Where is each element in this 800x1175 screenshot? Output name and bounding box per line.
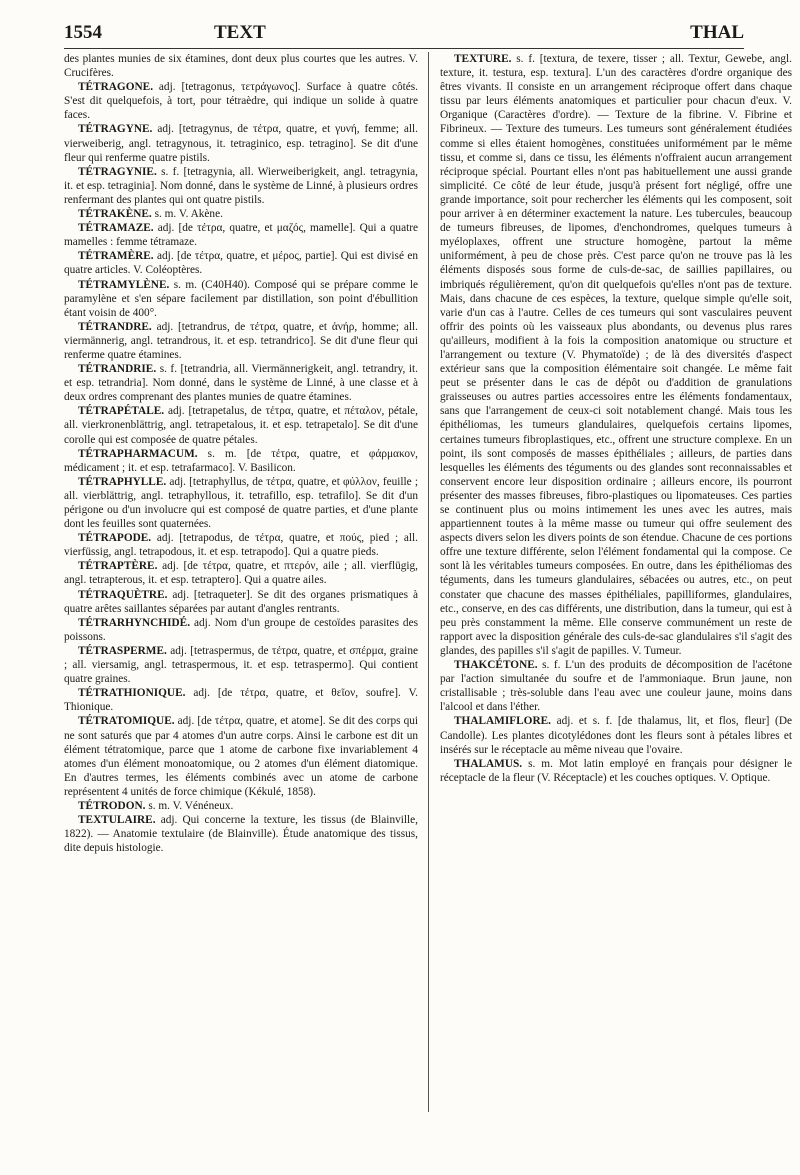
entry-headword: THALAMUS.	[454, 757, 523, 770]
entry	[64, 531, 418, 559]
left-column	[64, 52, 418, 1152]
left-running-title: TEXT	[214, 22, 266, 43]
entry-headword: TÉTRANDRE.	[78, 320, 152, 333]
entry-headword: THAKCÉTONE.	[454, 659, 538, 672]
entry-headword: TÉTRAPODE.	[78, 532, 152, 545]
entry-headword: THALAMIFLORE.	[454, 715, 551, 728]
entry-text: adj. [de τέτρα, quatre, et μαζός, mamelle]. Qui a quatre mamelles : femme tétramaze.	[64, 222, 418, 249]
entry-headword: TÉTRASPERME.	[78, 644, 167, 657]
entry-headword: TEXTURE.	[454, 53, 512, 65]
entry-headword: TÉTRAPTÈRE.	[78, 560, 158, 573]
entry	[64, 122, 418, 164]
entry-headword: TÉTRODON.	[78, 799, 146, 812]
entry	[64, 588, 418, 616]
entry	[440, 714, 792, 756]
entry-text: s. m. (C40H40). Composé qui se prépare comme le paramylène et s'en sépare facilement par distillation, son point d'ébullition étant voisin de 400°.	[64, 278, 418, 319]
entry-headword: TÉTRANDRIE.	[78, 363, 157, 376]
entry-text: adj. [tetraphyllus, de τέτρα, quatre, et φύλλον, feuille ; all. vierblättrig, angl. tetraphyllous, it. tetrafillo, esp. tetrafilo]. Se dit d'un périgone ou d'un involucre qui est composé de quatre parties, et d'une plante dont les feuilles sont quaternées.	[64, 475, 418, 531]
entry-text: adj. [tetragonus, τετράγωνος]. Surface à quatre côtés. S'est dit quelquefois, à tort, pour tétraèdre, qui indique un solide à quatre faces.	[64, 81, 418, 122]
entry-text: adj. [de τέτρα, quatre, et μέρος, partie]. Qui est divisé en quatre articles. V. Coléoptères.	[64, 250, 418, 277]
entry	[64, 644, 418, 686]
entry-headword: TÉTRAPHARMACUM.	[78, 447, 198, 460]
entry	[64, 249, 418, 277]
entry-text: adj. [tetraqueter]. Se dit des organes prismatiques à quatre arêtes saillantes séparées par autant d'angles rentrants.	[64, 588, 418, 615]
entry-text: s. f. [textura, de texere, tisser ; all. Textur, Gewebe, angl. texture, it. testura, esp. textura]. L'un des caractères d'ordre organique des êtres vivants. Il consiste en un arrangement réciproque offert dans chaque tissu par leurs éléments anatomiques et particulier pour chacun d'eux. V. Organique (Caractères d'ordre). — Texture de la fibrine. V. Fibrine et Fibrineux. — Texture des tumeurs. Les tumeurs sont généralement étudiées comme si elles étaient homogènes, constituées uniformément par le même tissu, et comme si, dans ce tissu, les éléments n'offraient aucun arrangement réciproque spécial. Pourtant elles n'ont pas habituellement une aussi grande simplicité. Ce côté de leur étude, jusqu'à présent fort négligé, offre une grande importance, soit pour rechercher les éléments qui les composent, soit pour arriver à en déterminer exactement la nature. Les tubercules, beaucoup de tumeurs fibreuses, de lipomes, d'enchondromes, quelques tumeurs à myéloplaxes, offrent une structure homogène, partout la même uniformément, à peu de chose près. C'est parce qu'on ne trouve pas là les éléments disposés sous forme de culs-de-sac, de saillies papillaires, ou imbriqués régulièrement, qu'on dit quelquefois qu'elles n'ont pas de texture. Mais, dans chacune de ces espèces, la texture, quelque simple qu'elle soit, varie d'un cas à l'autre. Celles de ces tumeurs qui sont vasculaires peuvent offrir des points où les vaisseaux plus abondants, ou devenus plus rares qu'ailleurs, modifient à la fois la composition anatomique ou structure et l'arrangement ou texture (V. Phymatoïde) ; de là des diversités d'aspect extérieur sans que la composition élémentaire soit changée. Le même fait peut se présenter dans le cas de dépôt ou d'addition de granulations graisseuses ou autres parties accessoires entre les éléments fondamentaux, sans que l'arrangement de ceux-ci soit notablement changé. Mais tous les épithéliomas, les tumeurs glandulaires, quelquefois certains lipomes, certaines tumeurs fibroplastiques, etc., offrent une structure complexe. En un point, ils sont composés de masses épithéliales ; ailleurs, de parties dans lesquelles les éléments des téguments ou des glandes sont reconnaissables et conservent encore leur disposition ordinaire ; ailleurs encore, ils pourront présenter des masses fibreuses, fibro-plastiques ou lipomateuses. Ces parties se continuent plus ou moins intimement les unes avec les autres, mais appartiennent toutes à la même masse ou tumeur qui offre seulement des aspects divers selon les divers points de son étendue. Chacune de ces portions offre une texture différente, selon l'élément fondamental qui la compose. Ce sont là les véritables tumeurs composées. En outre, dans les épithéliomas des téguments, dans les tumeurs glandulaires, sébacées ou autres, etc., on peut constater que chacune des masses épithéliales, papilliformes, glandulaires, etc., conserve, en des cas différents, une distribution, dans la tumeur, qui est à peu près constamment la même. Elle conserve communément un reste de rapport avec la disposition générale des culs-de-sac glandulaires s'il s'agit des glandes, des papilles s'il s'agit de papilles. V. Tumeur.	[440, 53, 792, 657]
entry-headword: TÉTRAMÈRE.	[78, 250, 154, 263]
entry	[64, 52, 418, 80]
entry-headword: TÉTRAKÈNE.	[78, 208, 152, 221]
entry	[64, 221, 418, 249]
entry-headword: TÉTRAPÉTALE.	[78, 405, 165, 418]
entry	[64, 207, 418, 221]
entry-text: adj. [tetrapetalus, de τέτρα, quatre, et πέταλον, pétale, all. vierkronenblättrig, angl. tetrapetalous, it. et esp. tetrapetalo]. Se dit d'une corolle qui est composée de quatre pétales.	[64, 405, 418, 446]
entry-text: s. f. [tetragynia, all. Wierweiberigkeit, angl. tetragynia, it. et esp. tetraginia]. Nom donné, dans le système de Linné, à plusieurs ordres renfermant des plantes qui ont quatre pistils.	[64, 165, 418, 206]
column-divider	[428, 52, 429, 1112]
entry	[64, 404, 418, 446]
entry-text: s. m. [de τέτρα, quatre, et φάρμακον, médicament ; it. et esp. tetrafarmaco]. V. Basilicon.	[64, 447, 418, 474]
entry-text: s. m. V. Akène.	[154, 208, 223, 221]
entry-text: s. m. Mot latin employé en français pour désigner le réceptacle de la fleur (V. Réceptacle) et les couches optiques. V. Optique.	[440, 757, 792, 784]
entry	[64, 714, 418, 799]
entry-text: des plantes munies de six étamines, dont deux plus courtes que les autres. V. Crucifères.	[64, 53, 418, 80]
entry-headword: TÉTRAMYLÈNE.	[78, 278, 170, 291]
entry	[64, 362, 418, 404]
entry	[64, 686, 418, 714]
entry-headword: TÉTRAGYNE.	[78, 123, 153, 136]
entry	[64, 447, 418, 475]
entry-text: adj. [tetraspermus, de τέτρα, quatre, et σπέρμα, graine ; all. viersamig, angl. tetraspermous, it. et esp. tetraspermo]. Qui contient quatre graines.	[64, 644, 418, 686]
entry	[64, 799, 418, 813]
entry	[440, 658, 792, 714]
entry-text: adj. [de τέτρα, quatre, et πτερόν, aile ; all. vierflügig, angl. tetrapterous, it. et esp. tetraptero]. Qui a quatre ailes.	[64, 560, 418, 587]
entry-headword: TÉTRAPHYLLE.	[78, 475, 167, 488]
entry	[440, 757, 792, 785]
entry	[64, 813, 418, 855]
entry	[440, 52, 792, 658]
entry-text: adj. Nom d'un groupe de cestoïdes parasites des poissons.	[64, 616, 418, 643]
entry-text: adj. [de τέτρα, quatre, et θεῖον, soufre]. V. Thionique.	[64, 687, 418, 714]
entry	[64, 475, 418, 531]
header-rule	[64, 48, 744, 49]
entry	[64, 278, 418, 320]
entry	[64, 80, 418, 122]
entry-headword: TÉTRATHIONIQUE.	[78, 687, 186, 700]
entry	[64, 320, 418, 362]
entry-text: adj. [tetrandrus, de τέτρα, quatre, et ἀνήρ, homme; all. viermännerig, angl. tetrandrous, it. et esp. tetrandrico]. Se dit d'une fleur qui renferme quatre étamines.	[64, 320, 418, 361]
right-running-title: THAL	[690, 22, 744, 43]
entry-headword: TÉTRAGONE.	[78, 81, 154, 94]
entry-headword: TÉTRAGYNIE.	[78, 165, 157, 178]
entry-text: s. m. V. Vénéneux.	[148, 799, 234, 812]
entry-text: s. f. [tetrandria, all. Viermännerigkeit, angl. tetrandry, it. et esp. tetrandria]. Nom donné, dans le système de Linné, à une classe et à deux ordres comprenant des plantes munies de quatre étamines.	[64, 363, 418, 404]
entry-text: adj. et s. f. [de thalamus, lit, et flos, fleur] (De Candolle). Les plantes dicotylédones dont les fleurs sont à pétales libres et insérés sur le réceptacle au même niveau que l'ovaire.	[440, 715, 792, 756]
entry-headword: TÉTRAQUÈTRE.	[78, 588, 168, 601]
entry-headword: TÉTRAMAZE.	[78, 222, 154, 235]
page-number: 1554	[64, 22, 102, 43]
entry-text: adj. [de τέτρα, quatre, et atome]. Se dit des corps qui ne sont saturés que par 4 atomes d'un autre corps. Ainsi le carbone est dit un élément tétratomique, parce que 1 atome de carbone fixe invariablement 4 atomes d'un élément monoatomique, ou 2 atomes d'un élément diatomique. En d'autres termes, les éléments combinés avec un atome de carbone représentent 4 unités de force chimique (Kékulé, 1858).	[64, 715, 418, 798]
entry-headword: TÉTRARHYNCHIDÉ.	[78, 616, 191, 629]
entry-text: adj. [tetragynus, de τέτρα, quatre, et γυνή, femme; all. vierweiberig, angl. tetragynous, it. tetraginico, esp. tetragino]. Se dit d'une fleur qui renferme quatre pistils.	[64, 123, 418, 164]
entry	[64, 559, 418, 587]
entry-headword: TÉTRATOMIQUE.	[78, 715, 175, 728]
entry-text: adj. Qui concerne la texture, les tissus (de Blainville, 1822). — Anatomie textulaire (de Blainville). Étude anatomique des tissus, dite depuis histologie.	[64, 814, 418, 855]
entry-text: s. f. L'un des produits de décomposition de l'acétone par l'action simultanée du soufre et de l'ammoniaque. Brun jaune, non cristallisable ; très-soluble dans l'eau avec une couleur jaune, moins dans l'alcool et dans l'éther.	[440, 659, 792, 714]
entry	[64, 616, 418, 644]
entry-text: adj. [tetrapodus, de τέτρα, quatre, et πούς, pied ; all. vierfüssig, angl. tetrapodous, it. et esp. tetrapodo]. Qui a quatre pieds.	[64, 532, 418, 559]
page-header	[64, 22, 744, 48]
entry-headword: TEXTULAIRE.	[78, 814, 156, 827]
entry	[64, 165, 418, 207]
right-column	[440, 52, 792, 1152]
